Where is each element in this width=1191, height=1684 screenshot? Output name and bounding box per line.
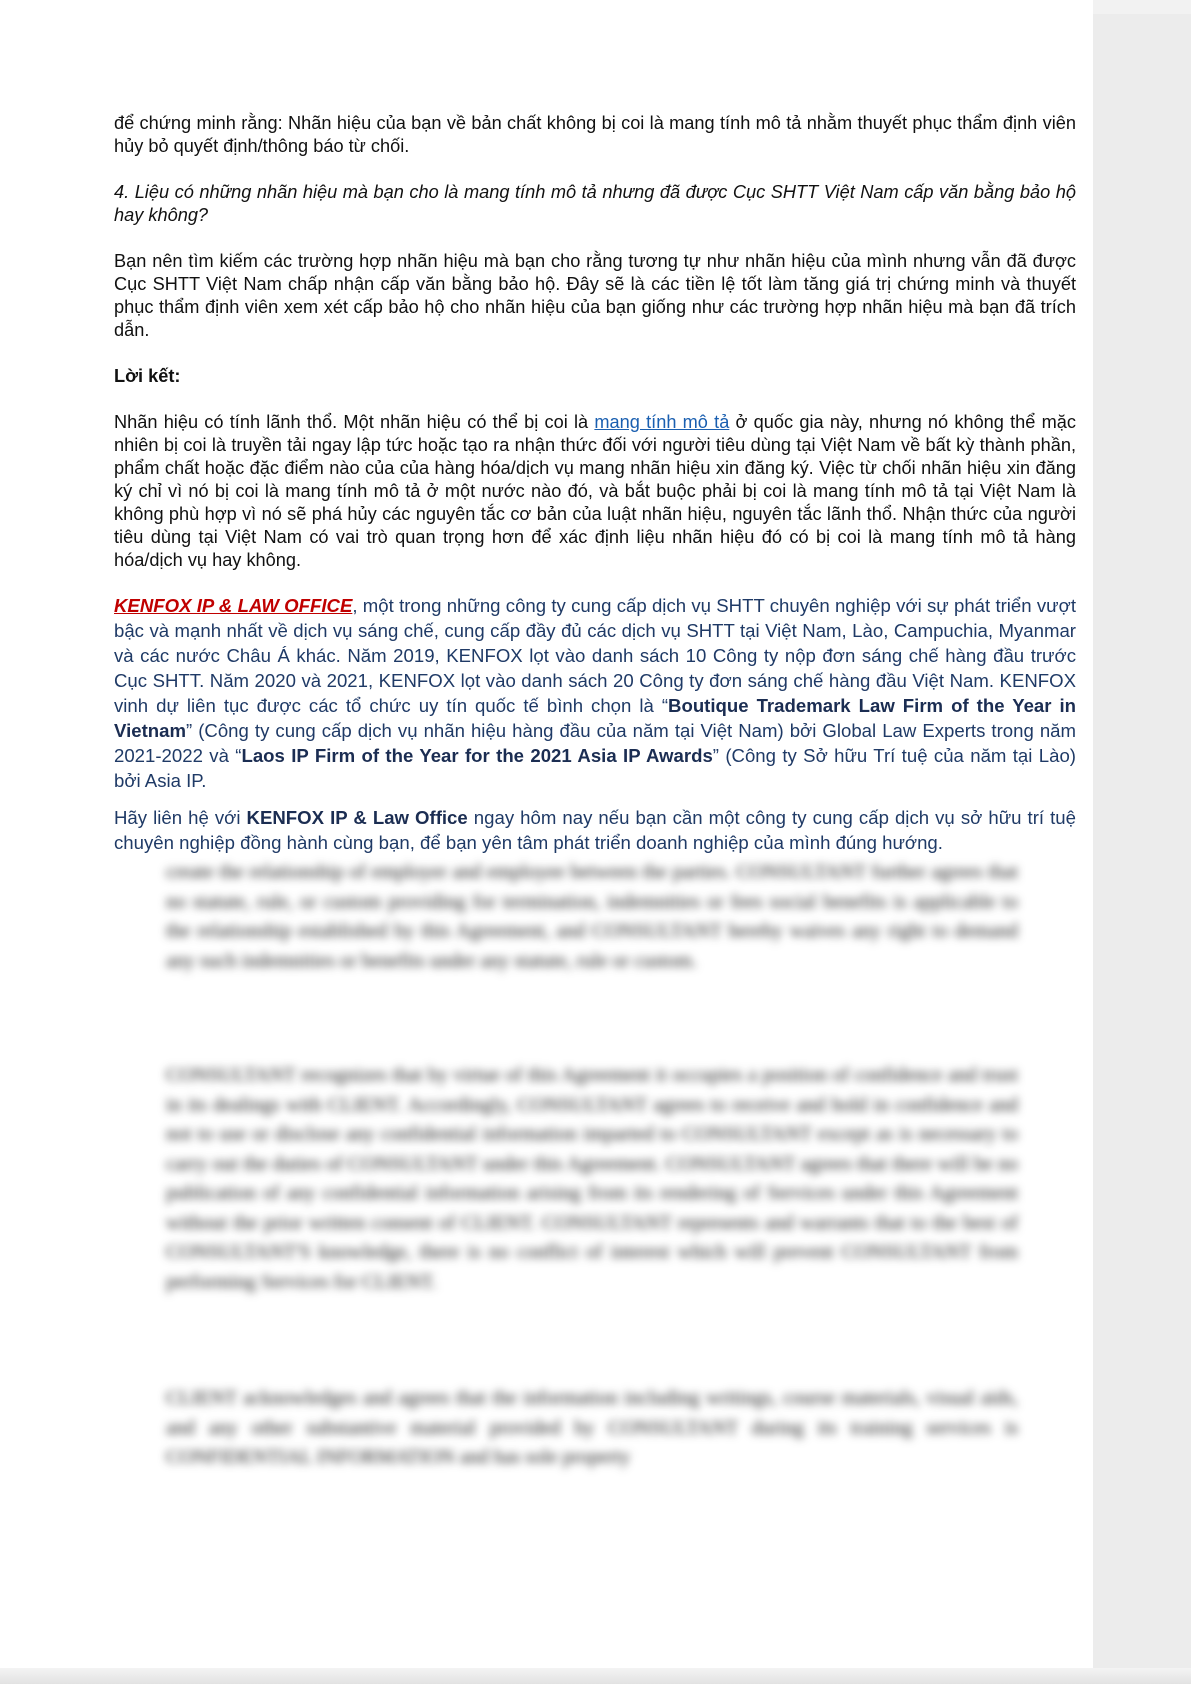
kenfox-about-text-3: ” (Công ty Sở hữu Trí tuệ của năm tại Lào) bởi Asia IP. (114, 745, 1076, 791)
award-laos-ip: Laos IP Firm of the Year for the 2021 Asia IP Awards (241, 745, 713, 766)
conclusion-heading: Lời kết: (114, 366, 181, 386)
conclusion-text-start: Nhãn hiệu có tính lãnh thổ. Một nhãn hiệu có thể bị coi là (114, 412, 595, 432)
paragraph-intro: để chứng minh rằng: Nhãn hiệu của bạn về bản chất không bị coi là mang tính mô tả nhằm thuyết phục thẩm định viên hủy bỏ quyết định/thông báo từ chối. (114, 113, 1076, 156)
kenfox-about-text-2: ” (Công ty cung cấp dịch vụ nhãn hiệu hàng đầu của năm tại Việt Nam) bởi Global Law Experts trong năm 2021-2022 và “ (114, 720, 1076, 766)
paragraph-precedents: Bạn nên tìm kiếm các trường hợp nhãn hiệu mà bạn cho rằng tương tự như nhãn hiệu của mình nhưng vẫn đã được Cục SHTT Việt Nam chấp nhận cấp văn bằng bảo hộ. Đây sẽ là các tiền lệ tốt làm tăng giá trị chứng minh và thuyết phục thẩm định viên xem xét cấp bảo hộ cho nhãn hiệu của bạn giống như các trường hợp nhãn hiệu mà bạn đã trích dẫn. (114, 251, 1076, 340)
contact-text-end: ngay hôm nay nếu bạn cần một công ty cung cấp dịch vụ sở hữu trí tuệ chuyên nghiệp đồng hành cùng bạn, để bạn yên tâm phát triển doanh nghiệp của mình đúng hướng. (114, 807, 1076, 853)
contact-text-start: Hãy liên hệ với (114, 807, 247, 828)
kenfox-about (114, 593, 1076, 793)
scrollbar-corner (1093, 0, 1191, 14)
bottom-scrollbar[interactable] (0, 1668, 1191, 1684)
award-boutique-trademark: Boutique Trademark Law Firm of the Year in Vietnam (114, 695, 1077, 741)
descriptive-mark-link[interactable]: mang tính mô tả (594, 412, 730, 432)
blurred-paragraph-2: CONSULTANT recognizes that by virtue of this Agreement it occupies a position of confidence and trust in its dealings with CLIENT. Accordingly, CONSULTANT agrees to receive and hold in confidence and not to use or disclose any confidential information imparted to CONSULTANT except as is necessary to carry out the duties of CONSULTANT under this Agreement. CONSULTANT agrees that there will be no publication of any confidential information arising from its rendering of Services under this Agreement without the prior written consent of CLIENT. CONSULTANT represents and warrants that to the best of CONSULTANT'S knowledge, there is no conflict of interest which will prevent CONSULTANT from performing Services for CLIENT. (166, 1064, 1018, 1293)
blurred-paragraph-1: create the relationship of employer and employee between the parties. CONSULTANT further agrees that no statute, rule, or custom providing for termination, indemnities or fees social benefits is applicable to the relationship established by this Agreement, and CONSULTANT hereby waives any right to demand any such indemnities or benefits under any statute, rule or custom. (166, 861, 1018, 972)
kenfox-about-text-1: , một trong những công ty cung cấp dịch vụ SHTT chuyên nghiệp với sự phát triển vượt bậc và mạnh nhất về dịch vụ sáng chế, cung cấp đầy đủ các dịch vụ SHTT tại Việt Nam, Lào, Campuchia, Myanmar và các nước Châu Á khác. Năm 2019, KENFOX lọt vào danh sách 10 Công ty nộp đơn sáng chế hàng đầu trước Cục SHTT. Năm 2020 và 2021, KENFOX lọt vào danh sách 20 Công ty đơn sáng chế hàng đầu Việt Nam. KENFOX vinh dự liên tục được các tổ chức uy tín quốc tế bình chọn là “ (114, 595, 1076, 716)
blurred-paragraph-3: CLIENT acknowledges and agrees that the information including writings, course materials, visual aids, and any other substantive material provided by CONSULTANT during its training services is CONFIDENTIAL INFORMATION and has sole property (166, 1387, 1018, 1468)
paragraph-conclusion (114, 411, 1076, 572)
kenfox-brand-link[interactable]: KENFOX IP & LAW OFFICE (114, 595, 353, 616)
document-body (114, 112, 1076, 855)
contact-company-name: KENFOX IP & Law Office (246, 807, 468, 828)
question-4: 4. Liệu có những nhãn hiệu mà bạn cho là mang tính mô tả nhưng đã được Cục SHTT Việt Nam cấp văn bằng bảo hộ hay không? (114, 182, 1076, 225)
kenfox-contact (114, 805, 1076, 855)
conclusion-text-end: ở quốc gia này, nhưng nó không thể mặc nhiên bị coi là truyền tải ngay lập tức hoặc tạo ra nhận thức đối với người tiêu dùng tại Việt Nam về bất kỳ thành phần, phẩm chất hoặc đặc điểm nào của của hàng hóa/dịch vụ mang nhãn hiệu xin đăng ký. Việc từ chối nhãn hiệu xin đăng ký chỉ vì nó bị coi là mang tính mô tả ở một nước nào đó, và bắt buộc phải bị coi là mang tính mô tả tại Việt Nam là không phù hợp vì nó sẽ phá hủy các nguyên tắc cơ bản của luật nhãn hiệu, nguyên tắc lãnh thổ. Nhận thức của người tiêu dùng tại Việt Nam có vai trò quan trọng hơn để xác định liệu nhãn hiệu đó có bị coi là mang tính mô tả hàng hóa/dịch vụ hay không. (114, 412, 1076, 570)
